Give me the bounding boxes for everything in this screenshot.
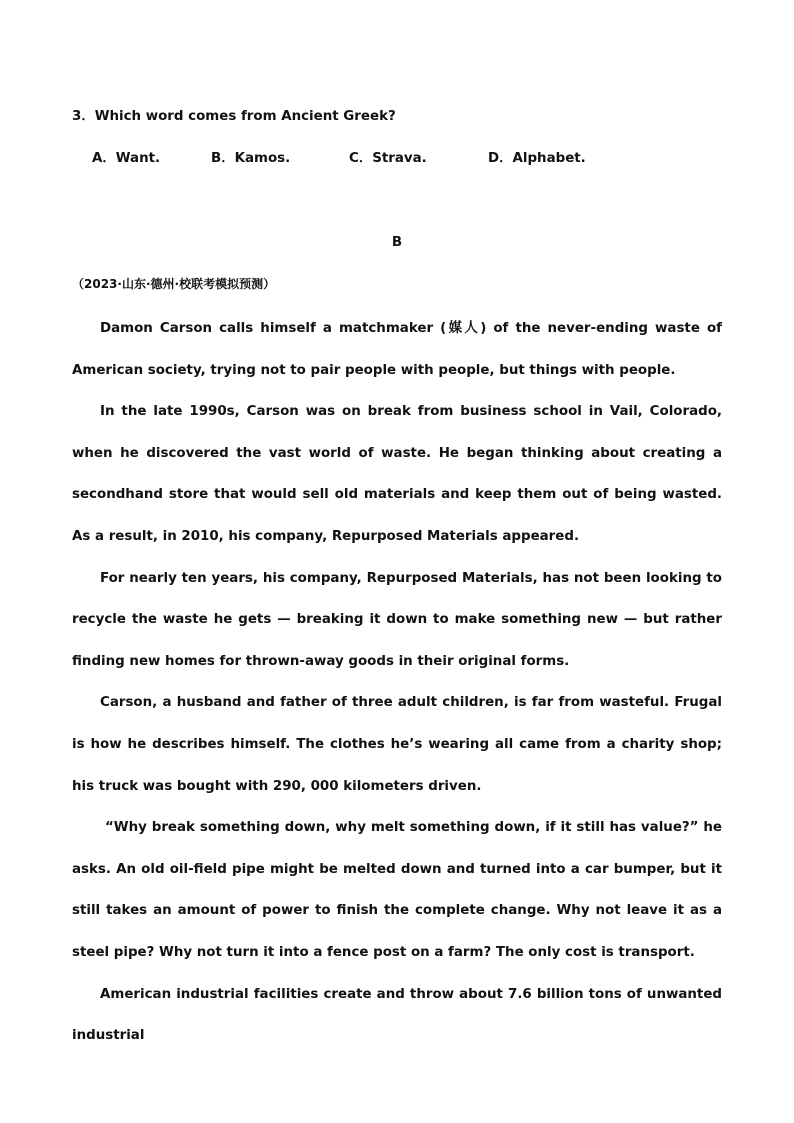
option-d: D．Alphabet.	[488, 151, 586, 166]
paragraph-2: In the late 1990s, Carson was on break from business school in Vail, Colorado, when he discovered the vast world of waste. He began thinking about creating a secondhand store that would sell old materials and keep them out of being wasted. As a result, in 2010, his company, Repurposed Materials appeared.	[72, 404, 722, 544]
paragraph-4: Carson, a husband and father of three adult children, is far from wasteful. Frugal is how he describes himself. The clothes he’s wearing all came from a charity shop; his truck was bought with 290, 000 kilometers driven.	[72, 695, 722, 794]
option-a: A．Want.	[92, 151, 161, 166]
reading-passage	[72, 308, 722, 1057]
question-3-stem: 3．Which word comes from Ancient Greek?	[72, 109, 396, 124]
paragraph-5: “Why break something down, why melt something down, if it still has value?” he asks. An old oil-field pipe might be melted down and turned into a car bumper, but it still takes an amount of power to finish the complete change. Why not leave it as a steel pipe? Why not turn it into a fence post on a farm? The only cost is transport.	[72, 820, 722, 960]
section-heading: B	[391, 235, 403, 250]
option-b: B．Kamos.	[211, 151, 291, 166]
option-c: C．Strava.	[349, 151, 427, 166]
paragraph-6: American industrial facilities create and throw about 7.6 billion tons of unwanted industrial	[72, 986, 722, 1044]
paragraph-1: Damon Carson calls himself a matchmaker (媒人) of the never-ending waste of American society, trying not to pair people with people, but things with people.	[72, 321, 722, 378]
source-note: （2023·山东·德州·校联考模拟预测）	[72, 277, 276, 291]
paragraph-3: For nearly ten years, his company, Repurposed Materials, has not been looking to recycle the waste he gets — breaking it down to make something new — but rather finding new homes for thrown-away goods in their original forms.	[72, 570, 722, 669]
